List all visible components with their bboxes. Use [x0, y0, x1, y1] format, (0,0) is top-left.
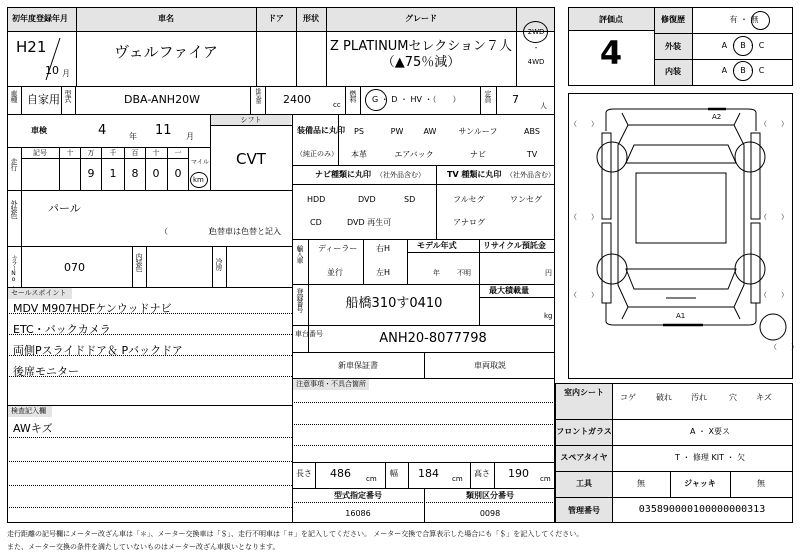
footer-note-1: 走行距離の記号欄にメーター改ざん車は「＊」、メーター交換車は「＄」、走行不明車は「＃」を記入してください。 メーター交換で合算表示した場合にも「＄」を記入してください。 [7, 530, 584, 538]
max-load-unit: kg [544, 312, 553, 320]
equip-sunroof: サンルーフ [458, 127, 498, 136]
sales-point-item: 後席モニター [13, 365, 79, 378]
mileage-digit: 0 [152, 167, 160, 180]
navi-sd: SD [404, 195, 416, 204]
management-label: 管理番号 [568, 506, 600, 515]
windshield-label: フロントガラス [556, 427, 612, 436]
length-value: 486 [330, 467, 351, 480]
width-label: 幅 [390, 469, 398, 478]
spare-tire-label: スペアタイヤ [560, 453, 608, 462]
inspection-month-unit: 月 [186, 132, 194, 141]
tv-label: TV 種類に丸印 [447, 170, 502, 179]
seat-option-hole: 穴 [729, 393, 737, 402]
mileage-col-hyaku: 百 [131, 149, 139, 157]
navi-dvd: DVD [358, 195, 376, 204]
color-value: パール [48, 202, 81, 215]
mileage-digit: 8 [131, 167, 139, 180]
mileage-col-man: 万 [87, 149, 95, 157]
caution-label: 注意事項・不具合箇所 [296, 380, 366, 388]
first-reg-label: 初年度登録年月 [12, 14, 68, 23]
chassis-label: 車台番号 [295, 330, 323, 338]
displacement-label: 排気量 [254, 88, 261, 103]
equip-pw: PW [390, 127, 404, 136]
score-value: 4 [599, 34, 623, 72]
model-label: 型式 [64, 90, 72, 102]
color-label: 外装色 [10, 200, 18, 218]
navi-dvd-play: DVD 再生可 [347, 218, 392, 227]
manual-label: 車両取説 [474, 361, 506, 370]
grade-label: グレード [405, 14, 437, 23]
equip-ps: PS [354, 127, 364, 136]
car-name: ヴェルファイア [114, 43, 218, 61]
interior-label: 内装 [665, 67, 681, 76]
inspection-month: 11 [155, 123, 172, 138]
repair-options: 有 ・ 無 [729, 15, 759, 24]
first-reg-month-unit: 月 [62, 69, 70, 78]
first-reg-month: 10 [45, 64, 59, 77]
type-designation-label: 型式指定番号 [334, 491, 382, 500]
sales-point-item: MDV M907HDFケンウッドナビ [13, 302, 172, 315]
sales-point-item: ETC・バックカメラ [13, 323, 111, 336]
drive-2wd: 2WD [527, 28, 545, 36]
mileage-digit: 0 [174, 167, 182, 180]
interior-color-label: 内装色 [135, 253, 143, 271]
interior-options: A ・ B ・ C [721, 66, 765, 75]
height-value: 190 [508, 467, 529, 480]
inspector-notes-label: 検査記入欄 [11, 407, 46, 415]
diagram-bracket: （ ） [760, 291, 788, 299]
fuel-label: 燃料 [349, 90, 357, 102]
width-unit: cm [452, 475, 463, 483]
navi-label: ナビ種類に丸印 [315, 170, 371, 179]
width-value: 184 [418, 467, 439, 480]
height-label: 高さ [474, 469, 490, 478]
category-number-value: 0098 [479, 509, 501, 518]
model-year-unknown: 不明 [457, 269, 471, 277]
diagram-bracket: （ ） [570, 213, 598, 221]
management-value: 035890000100000000313 [638, 504, 766, 515]
seat-label: 室内シート [564, 388, 604, 397]
category-number-label: 類別区分番号 [466, 491, 514, 500]
equipment-label-sub: （純正のみ） [296, 150, 338, 158]
inspection-year: 4 [98, 123, 107, 138]
seat-option-tear: 破れ [656, 393, 672, 402]
height-unit: cm [540, 475, 551, 483]
sales-point-item: 両側Pスライドドア＆ Pバックドア [13, 344, 183, 357]
tv-analog: アナログ [453, 218, 485, 227]
seat-option-stain: 汚れ [691, 393, 707, 402]
usage-label: 車種 [10, 90, 18, 102]
equipment-label: 装備品に丸印 [297, 126, 345, 135]
spare-tire-value: T ・ 修理 KIT ・ 欠 [674, 453, 746, 462]
windshield-value: A ・ X要ス [689, 427, 731, 436]
warranty-label: 新車保証書 [338, 361, 378, 370]
inspection-label: 車検 [31, 126, 47, 135]
ac-label: 冷房 [215, 258, 223, 270]
equip-aw: AW [423, 127, 437, 136]
tv-label-sub: （社外品含む） [506, 171, 555, 179]
equip-navi: ナビ [470, 150, 486, 159]
import-parallel: 並行 [327, 268, 343, 277]
color-note: 色替車は色替と記入 [209, 227, 281, 236]
tv-fullseg: フルセグ [453, 195, 485, 204]
model-year-label: モデル年式 [417, 241, 457, 250]
capacity-value: 7 [512, 93, 519, 106]
type-designation-value: 16086 [345, 509, 371, 518]
car-diagram [568, 93, 793, 379]
drive-dot: ・ [532, 44, 540, 52]
inspection-year-unit: 年 [129, 132, 137, 141]
seat-option-scratch: キズ [756, 393, 772, 402]
capacity-label: 定員 [484, 90, 492, 102]
mileage-col-juu: 十 [152, 149, 160, 157]
grade-line2: （▲75％減） [381, 55, 461, 70]
jack-value: 無 [757, 479, 765, 488]
mileage-label: 走行 [10, 158, 18, 170]
seat-option-burn: コゲ [620, 393, 636, 402]
recycle-unit: 円 [545, 269, 552, 277]
import-right-hand: 右H [376, 244, 391, 253]
diagram-bracket: （ ） [760, 120, 788, 128]
equip-leather: 本革 [351, 150, 367, 159]
grade-line1: Z PLATINUMセレクション７人 [329, 39, 513, 54]
model-value: DBA-ANH20W [124, 93, 200, 106]
shift-label: シフト [240, 116, 262, 124]
tools-label: 工具 [576, 479, 592, 488]
sales-points-label: セールスポイント [11, 289, 67, 297]
registration-label: 登録番号 [296, 288, 304, 312]
damage-mark-a2: A2 [712, 113, 722, 121]
length-label: 長さ [296, 469, 312, 478]
import-dealer: ディーラー [318, 244, 358, 253]
repair-history-label: 修復歴 [661, 15, 685, 24]
color-no-value: 070 [64, 261, 85, 274]
chassis-value: ANH20-8077798 [379, 331, 487, 346]
tools-value: 無 [637, 479, 645, 488]
displacement-value: 2400 [283, 93, 311, 106]
diagram-bracket: （ ） [760, 213, 788, 221]
import-label: 輸入車 [296, 245, 304, 263]
color-paren: （ ） [160, 227, 216, 236]
import-left-hand: 左H [376, 268, 391, 277]
diagram-bracket: （ ） [570, 120, 598, 128]
usage-value: 自家用 [27, 93, 60, 106]
inspector-notes-value: AWキズ [13, 422, 53, 435]
score-label: 評価点 [599, 15, 623, 24]
damage-mark-a1: A1 [676, 312, 686, 320]
navi-label-sub: （社外品含む） [376, 171, 425, 179]
car-name-label: 車名 [158, 14, 174, 23]
recycle-label: リサイクル預託金 [483, 241, 546, 250]
door-label: ドア [268, 14, 284, 23]
mileage-digit: 1 [109, 167, 117, 180]
mileage-col-symbol: 記号 [33, 149, 47, 157]
model-year-unit: 年 [433, 269, 440, 277]
mileage-col-10man: 十 [66, 149, 74, 157]
color-no-label: カラーNo. [10, 255, 17, 288]
diagram-bracket: （ ） [770, 343, 798, 351]
capacity-unit: 人 [540, 102, 547, 110]
footer-note-2: また、メーター交換の条件を満たしていないものはメーター改ざん車扱いとなります。 [7, 543, 280, 551]
navi-cd: CD [310, 218, 322, 227]
registration-value: 船橋310す0410 [345, 296, 443, 311]
navi-hdd: HDD [307, 195, 326, 204]
jack-label: ジャッキ [684, 479, 716, 488]
mileage-digit: 9 [87, 167, 95, 180]
displacement-unit: cc [333, 101, 341, 109]
fuel-options: G ・ D ・ HV ・（ ） [372, 95, 461, 104]
mileage-col-sen: 千 [109, 149, 117, 157]
exterior-label: 外装 [665, 42, 681, 51]
drive-4wd: 4WD [527, 58, 545, 66]
mileage-col-ichi: 一 [174, 149, 182, 157]
mileage-km-label: km [193, 176, 204, 184]
equip-tv: TV [526, 150, 538, 159]
equip-abs: ABS [524, 127, 540, 136]
diagram-bracket: （ ） [570, 291, 598, 299]
first-reg-year: H21 [16, 38, 47, 56]
exterior-options: A ・ B ・ C [721, 41, 765, 50]
mileage-mile-label: マイル [191, 159, 209, 166]
tv-oneseg: ワンセグ [510, 195, 542, 204]
length-unit: cm [366, 475, 377, 483]
max-load-label: 最大積載量 [489, 286, 529, 295]
equip-airbag: エアバック [394, 150, 434, 159]
shape-label: 形状 [303, 14, 319, 23]
shift-value: CVT [236, 150, 266, 168]
